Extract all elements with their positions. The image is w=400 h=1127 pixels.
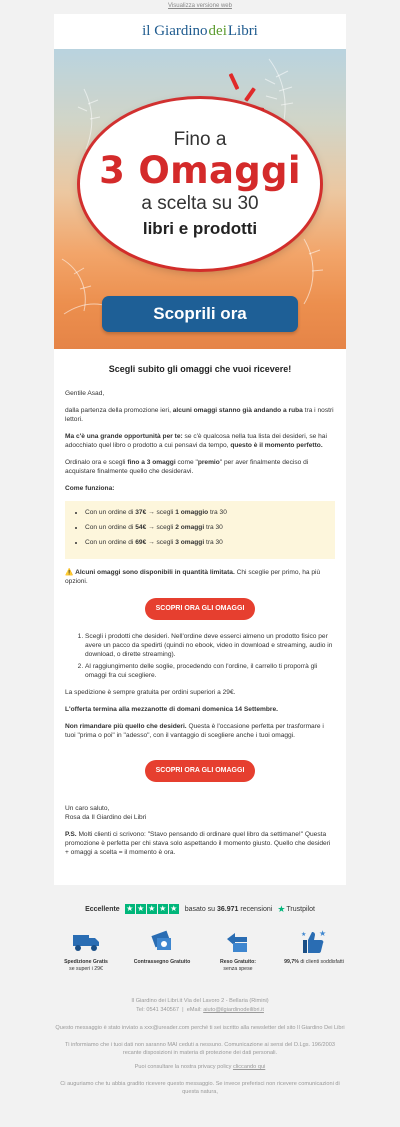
logo-text-3: Libri (227, 23, 258, 39)
brand-logo[interactable] (54, 14, 346, 49)
feature-cod: Contrassegno Gratuito (131, 928, 193, 972)
body-heading: Scegli subito gli omaggi che vuoi ricevere! (108, 364, 292, 374)
paragraph-1: dalla partenza della promozione ieri, alcuni omaggi stanno già andando a ruba tra i nostri lettori. (65, 407, 334, 423)
cta-button-2[interactable]: SCOPRI ORA GLI OMAGGI (145, 760, 255, 782)
step-item: 2. Al raggiungimento delle soglie, procedendo con l'ordine, il carrello ti proporrà gli omaggi fra cui scegliere. (85, 662, 335, 680)
cta-button-1[interactable]: SCOPRI ORA GLI OMAGGI (145, 598, 255, 620)
svg-text:★: ★ (301, 932, 307, 938)
hero-line-1: Fino a (173, 129, 227, 150)
warning-icon: ⚠️ (65, 569, 74, 576)
signoff-1: Un caro saluto, (65, 805, 110, 812)
hero-oval (80, 99, 320, 269)
paragraph-3: Ordinalo ora e scegli fino a 3 omaggi come "premio" per aver finalmente deciso di acquistare finalmente quello che desideravi. (65, 459, 309, 475)
features-row (55, 928, 345, 972)
footer-notice-1: Questo messaggio è stato inviato a xxx@ureader.com perché ti sei iscritto alla newsletter del sito Il Giardino Dei Libri (55, 1025, 345, 1031)
privacy-link[interactable]: cliccando qui (232, 1064, 266, 1070)
hero-cta-button[interactable]: Scoprili ora (102, 296, 298, 332)
trust-rating-word: Eccellente (85, 905, 120, 913)
hero-line-3: a scelta su 30 (141, 193, 259, 214)
footer-notice-2: Ti informiamo che i tuoi dati non saranno MAI ceduti a nessuno. Comunicazione ai sensi del D.Lgs. 196/2003 recante disposizioni in materia di protezione dei dati personali. (65, 1042, 335, 1056)
tier-item: • Con un ordine di 69€ → scegli 3 omaggi tra 30 (85, 538, 327, 547)
hero-banner[interactable] (54, 49, 346, 349)
deadline-note: L'offerta termina alla mezzanotte di domani domenica 14 Settembre. (65, 706, 278, 713)
warning-paragraph: ⚠️ Alcuni omaggi sono disponibili in quantità limitata. Chi sceglie per primo, ha più opzioni. (65, 569, 321, 585)
footer-notice-3: Ci auguriamo che tu abbia gradito ricevere questo messaggio. Se invece preferisci non ricevere comunicazioni di questa natura, (60, 1081, 340, 1095)
email-card (54, 14, 346, 885)
feature-satisfaction: ★ ★ 99,7% di clienti soddisfatti (284, 929, 344, 965)
logo-text-2: dei (208, 23, 227, 39)
footer-privacy: Puoi consultare la nostra privacy policy cliccando qui (134, 1064, 266, 1070)
tier-item: • Con un ordine di 37€ → scegli 1 omaggio tra 30 (85, 508, 327, 517)
shipping-note: La spedizione è sempre gratuita per ordini superiori a 29€. (65, 689, 236, 696)
trust-based-on: basato su (184, 905, 216, 913)
svg-text:★: ★ (319, 929, 327, 938)
view-web-link[interactable]: Visualizza versione web (168, 3, 232, 9)
trust-brand: Trustpilot (286, 905, 315, 913)
footer-email-link[interactable]: aiuto@ilgiardinodeilibri.it (203, 1007, 264, 1013)
how-it-works-label: Come funziona: (65, 485, 115, 492)
truck-icon (55, 928, 117, 956)
paragraph-2: Ma c'è una grande opportunità per te: se c'è qualcosa nella tua lista dei desideri, se hai adocchiato quel libro o prodotto a cui pensavi da tempo, questo è il momento perfetto. (65, 433, 327, 449)
trust-reviews-label: recensioni (240, 905, 273, 913)
footer-address: Il Giardino dei Libri.it Via del Lavoro 2 - Bellaria (Rimini) (131, 998, 269, 1004)
hero-line-4: libri e prodotti (142, 219, 258, 238)
email-body (54, 349, 346, 885)
step-item: 1. Scegli i prodotti che desideri. Nell'ordine deve esserci almeno un prodotto fisico per avere un pacco da spedirti (quindi no ebook, video in download e streaming, audio in download, o dirette streaming). (85, 632, 335, 659)
tiers-box (65, 501, 335, 559)
trustpilot-star-icon: ★ (277, 903, 286, 914)
feature-shipping: Spedizione Gratis se superi i 29€ (55, 928, 117, 972)
thumbs-up-icon (283, 928, 345, 956)
return-icon (207, 928, 269, 956)
trustpilot-bar[interactable] (0, 902, 400, 916)
footer-contact: Tel: 0541 340567 | eMail: aiuto@ilgiardinodeilibri.it (136, 1007, 264, 1013)
greeting: Gentile Asad, (65, 390, 105, 397)
trust-stars-icon: ★ ★ ★ ★ ★ (126, 904, 178, 913)
hero-line-2: 3 Omaggi (99, 149, 301, 192)
trust-review-count: 36.971 (217, 905, 239, 913)
postscript: P.S. Molti clienti ci scrivono: "Stavo pensando di ordinare quel libro da settimane!" Questa promozione è perfetta per chi stava solo aspettando il momento giusto. Quello che desideri + omaggi a scelta = il momento è ora. (65, 831, 331, 856)
tier-item: • Con un ordine di 54€ → scegli 2 omaggi tra 30 (85, 523, 327, 532)
cash-icon (131, 928, 193, 956)
feature-return: Reso Gratuito: senza spese (207, 928, 269, 972)
signoff-2: Rosa da Il Giardino dei Libri (65, 814, 147, 821)
paragraph-4: Non rimandare più quello che desideri. Questa è l'occasione perfetta per trasformare i tuoi "prima o poi" in "adesso", con il vantaggio di scegliere anche i tuoi omaggi. (65, 723, 324, 739)
logo-text-1: il Giardino (142, 23, 208, 39)
steps-list (65, 632, 335, 680)
